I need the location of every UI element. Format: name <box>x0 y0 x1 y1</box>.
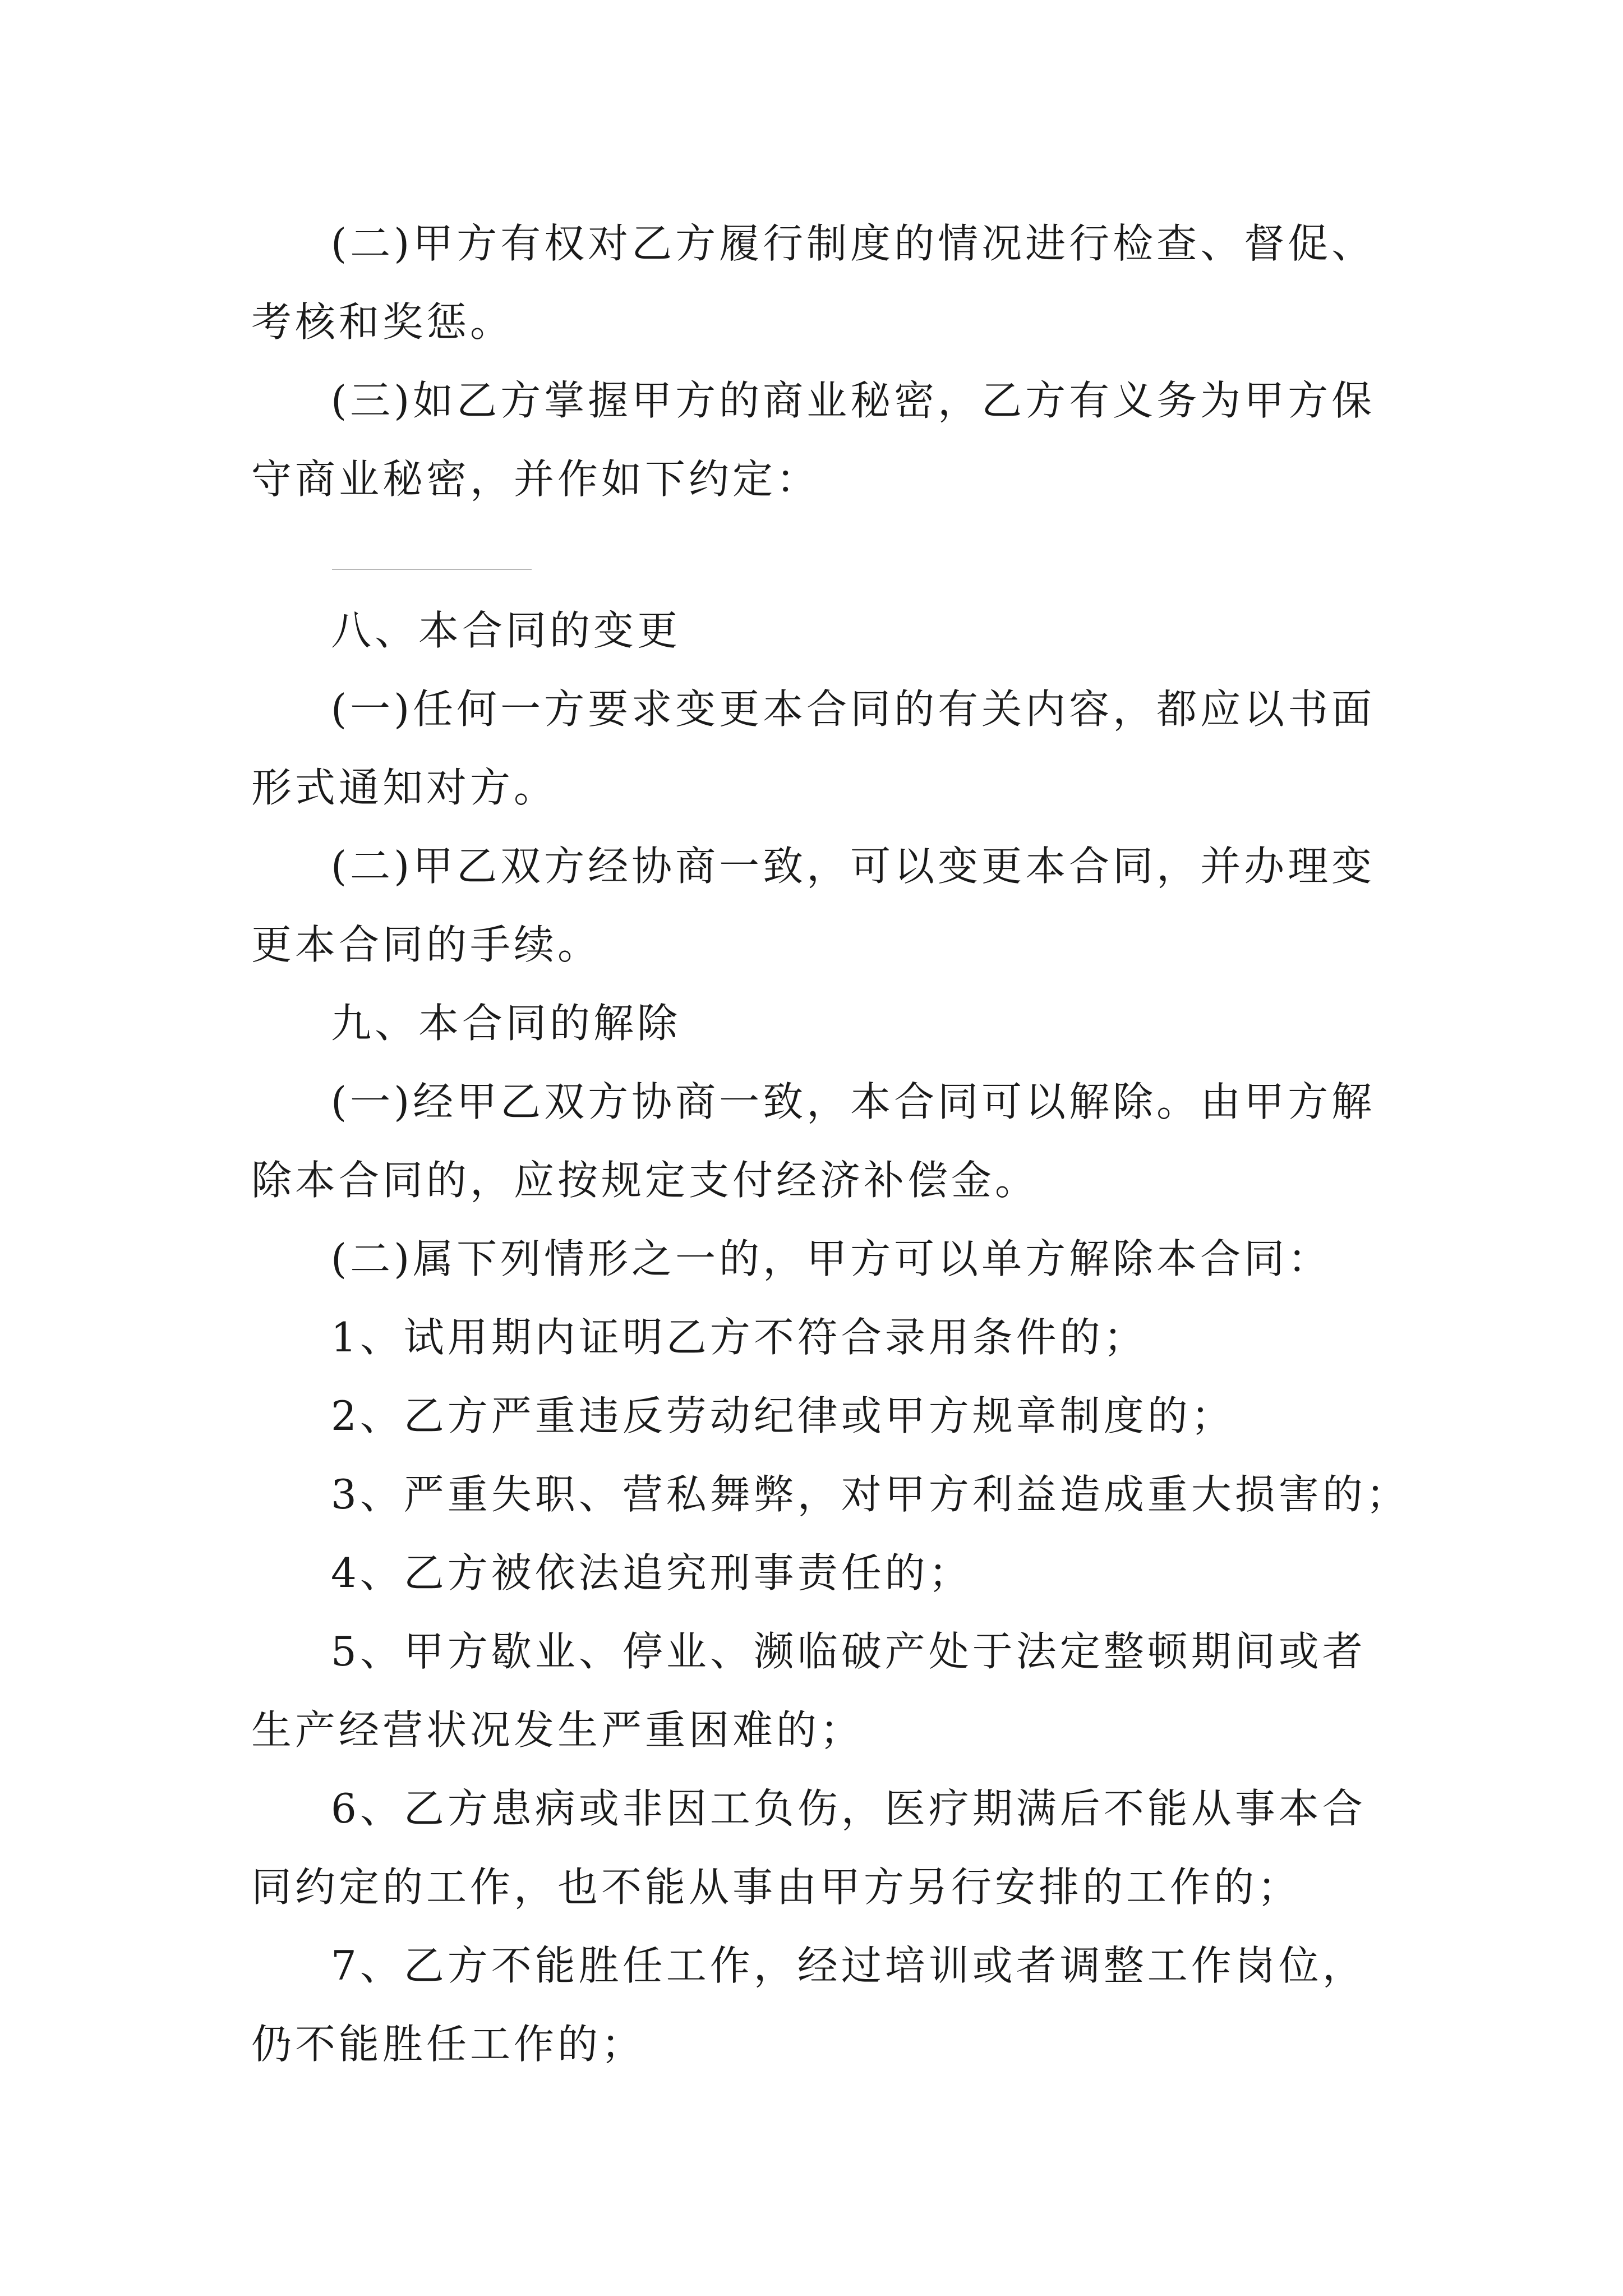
paragraph-line: (一)任何一方要求变更本合同的有关内容，都应以书面 <box>331 685 1376 733</box>
paragraph-line: (二)甲乙双方经协商一致，可以变更本合同，并办理变 <box>331 843 1376 890</box>
list-item: 3、严重失职、营私舞弊，对甲方利益造成重大损害的； <box>331 1471 1410 1518</box>
list-item-continuation: 仍不能胜任工作的； <box>251 2021 645 2068</box>
paragraph-line: 形式通知对方。 <box>251 764 558 811</box>
list-item-continuation: 同约定的工作，也不能从事由甲方另行安排的工作的； <box>251 1864 1302 1911</box>
list-item-continuation: 生产经营状况发生严重困难的； <box>251 1706 864 1754</box>
paragraph-line: 守商业秘密，并作如下约定： <box>251 455 820 503</box>
list-item: 5、甲方歇业、停业、濒临破产处于法定整顿期间或者 <box>331 1628 1366 1675</box>
paragraph-line: 更本合同的手续。 <box>251 921 602 968</box>
section-heading: 九、本合同的解除 <box>331 1000 681 1047</box>
list-item: 2、乙方严重违反劳动纪律或甲方规章制度的； <box>331 1392 1235 1439</box>
paragraph-line: (二)甲方有权对乙方履行制度的情况进行检查、督促、 <box>331 220 1376 267</box>
list-item: 6、乙方患病或非因工负伤，医疗期满后不能从事本合 <box>331 1785 1366 1832</box>
list-item: 1、试用期内证明乙方不符合录用条件的； <box>331 1314 1147 1361</box>
paragraph-line: (一)经甲乙双方协商一致，本合同可以解除。由甲方解 <box>331 1078 1376 1125</box>
list-item: 7、乙方不能胜任工作，经过培训或者调整工作岗位， <box>331 1942 1366 1989</box>
paragraph-line: (三)如乙方掌握甲方的商业秘密，乙方有义务为甲方保 <box>331 377 1376 424</box>
list-item: 4、乙方被依法追究刑事责任的； <box>331 1549 972 1596</box>
paragraph-line: (二)属下列情形之一的，甲方可以单方解除本合同： <box>331 1235 1332 1282</box>
section-heading: 八、本合同的变更 <box>331 607 681 654</box>
separator-rule <box>332 569 532 570</box>
paragraph-line: 除本合同的，应按规定支付经济补偿金。 <box>251 1157 1039 1204</box>
paragraph-line: 考核和奖惩。 <box>251 298 514 346</box>
